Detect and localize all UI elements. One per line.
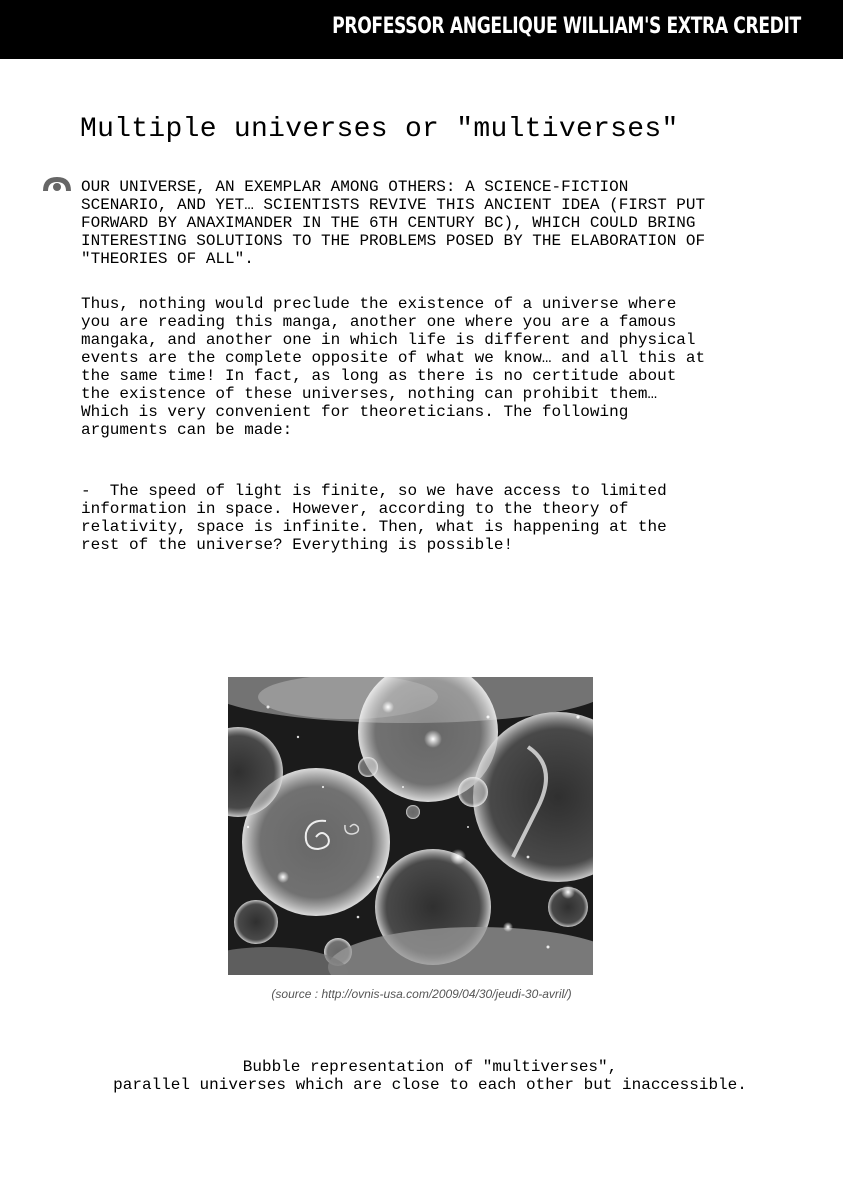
eye-icon bbox=[41, 175, 73, 193]
multiverse-bubbles-image bbox=[228, 677, 593, 975]
header-bar bbox=[0, 0, 843, 59]
bullet-item: - The speed of light is finite, so we have access to limited information in space. However, according to the theory of relativity, space is infinite. Then, what is happening at the rest of the universe? Everything is possible! bbox=[81, 482, 667, 554]
body-paragraph: Thus, nothing would preclude the existence of a universe where you are reading this manga, another one where you are a famous mangaka, and another one in which life is different and physical events are the complete opposite of what we know… and all this at the same time! In fact, as long as there is no certitude about the existence of these universes, nothing can prohibit them… Which is very convenient for theoreticians. The following arguments can be made: bbox=[81, 295, 706, 439]
header-title: PROFESSOR ANGELIQUE WILLIAM'S EXTRA CREDIT bbox=[332, 14, 801, 39]
intro-text: OUR UNIVERSE, AN EXEMPLAR AMONG OTHERS: A SCIENCE-FICTION SCENARIO, AND YET… SCIENTISTS REVIVE THIS ANCIENT IDEA (FIRST PUT FORWARD BY ANAXIMANDER IN THE 6TH CENTURY BC), WHICH COULD BRING INTERESTING SOLUTIONS TO THE PROBLEMS POSED BY THE ELABORATION OF "THEORIES OF ALL". bbox=[81, 178, 706, 268]
image-source: (source : http://ovnis-usa.com/2009/04/30/jeudi-30-avril/) bbox=[271, 987, 572, 1001]
figure-caption: Bubble representation of "multiverses", parallel universes which are close to each other but inaccessible. bbox=[113, 1058, 747, 1094]
page-title: Multiple universes or "multiverses" bbox=[80, 114, 679, 145]
